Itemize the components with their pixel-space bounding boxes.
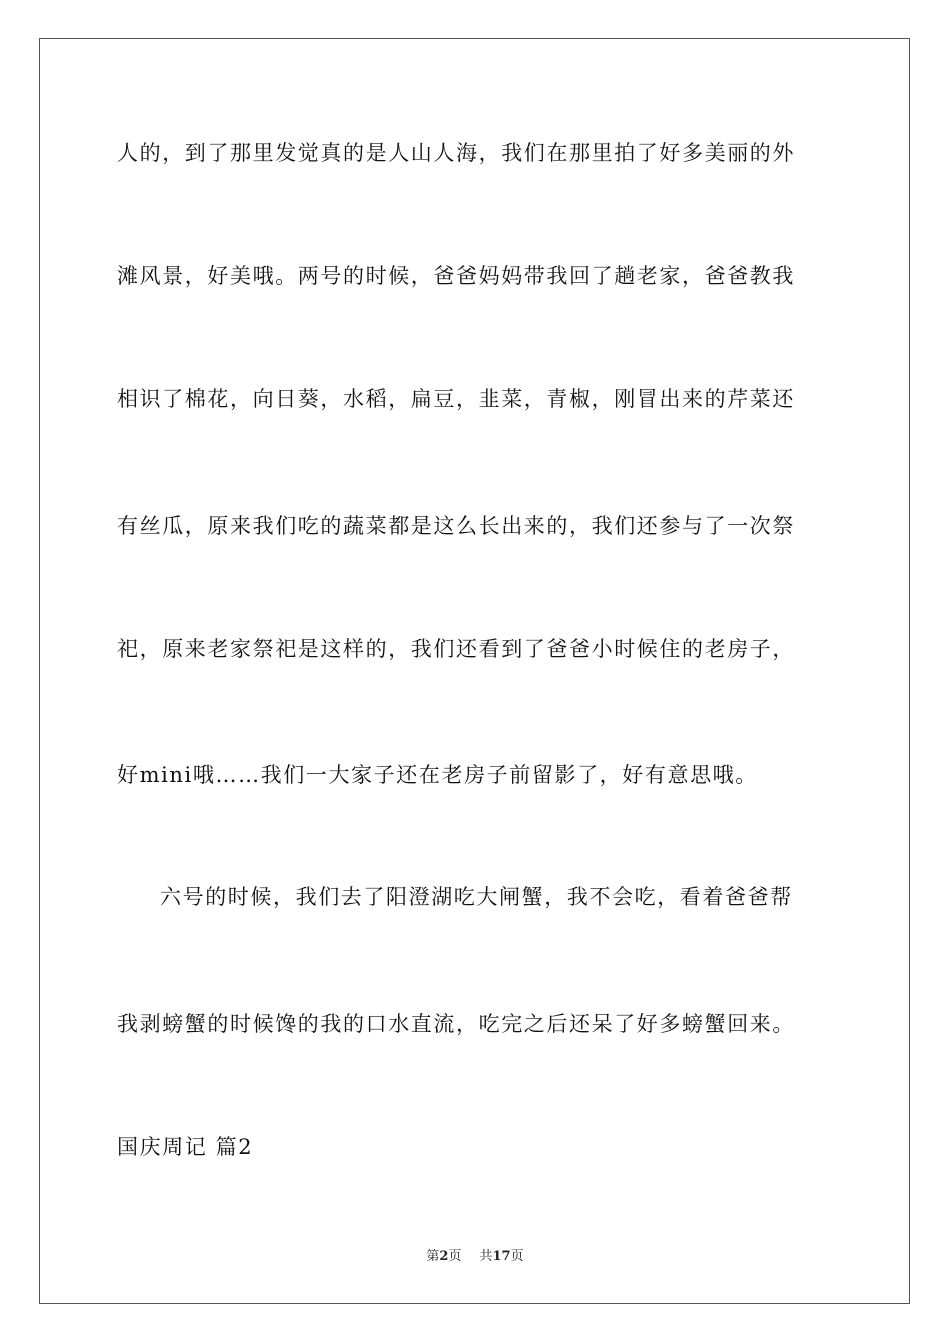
paragraph-line-1: 人的，到了那里发觉真的是人山人海，我们在那里拍了好多美丽的外 xyxy=(117,141,795,165)
paragraph-line-5: 祀，原来老家祭祀是这样的，我们还看到了爸爸小时候住的老房子， xyxy=(117,637,795,661)
paragraph-line-4: 有丝瓜，原来我们吃的蔬菜都是这么长出来的，我们还参与了一次祭 xyxy=(117,514,795,538)
total-suffix: 页 xyxy=(510,1249,524,1264)
section-heading: 国庆周记 篇2 xyxy=(117,1135,254,1159)
page-suffix: 页 xyxy=(448,1249,462,1264)
page-prefix: 第 xyxy=(426,1249,440,1264)
total-pages: 17 xyxy=(492,1249,511,1264)
paragraph-line-3: 相识了棉花，向日葵，水稻，扁豆，韭菜，青椒，刚冒出来的芹菜还 xyxy=(117,387,795,411)
paragraph-line-6: 好mini哦……我们一大家子还在老房子前留影了，好有意思哦。 xyxy=(117,763,758,787)
paragraph-line-7: 六号的时候，我们去了阳澄湖吃大闸蟹，我不会吃，看着爸爸帮 xyxy=(160,885,793,909)
paragraph-line-8: 我剥螃蟹的时候馋的我的口水直流，吃完之后还呆了好多螃蟹回来。 xyxy=(117,1012,795,1036)
total-prefix: 共 xyxy=(479,1249,493,1264)
page-number: 2 xyxy=(439,1249,449,1264)
paragraph-line-2: 滩风景，好美哦。两号的时候，爸爸妈妈带我回了趟老家，爸爸教我 xyxy=(117,264,795,288)
page-border xyxy=(39,38,910,1304)
page-footer xyxy=(0,1248,950,1266)
